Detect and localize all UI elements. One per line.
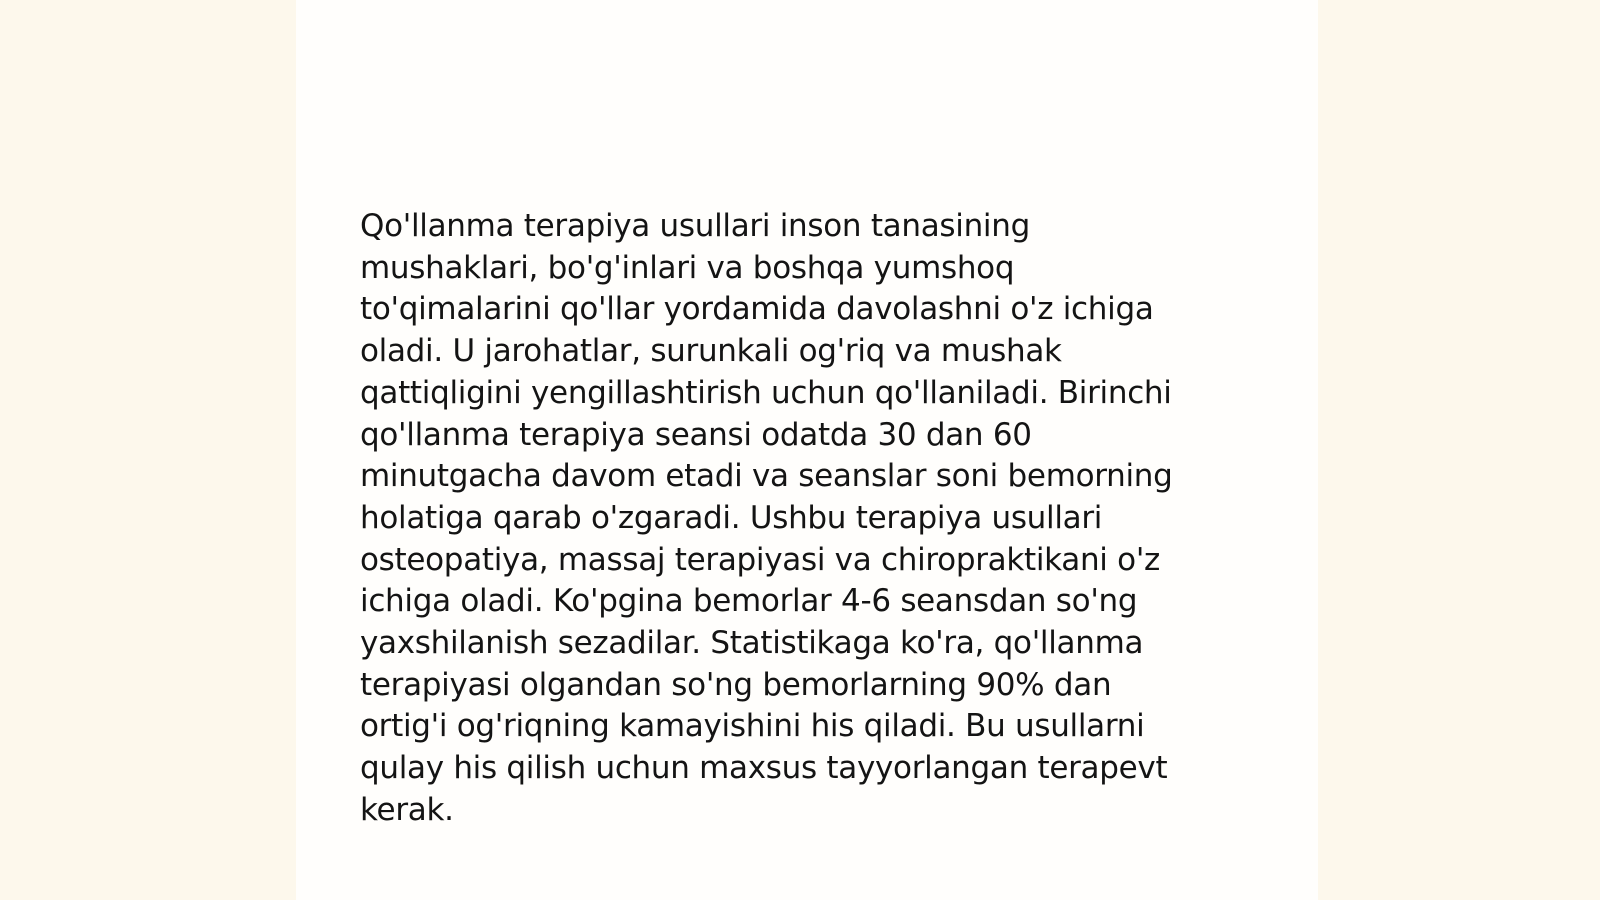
body-paragraph: Qo'llanma terapiya usullari inson tanasining mushaklari, bo'g'inlari va boshqa yumshoq to'qimalarini qo'llar yordamida davolashni o'z ichiga oladi. U jarohatlar, surunkali og'riq va mushak qattiqligini yengillashtirish uchun qo'llaniladi. Birinchi qo'llanma terapiya seansi odatda 30 dan 60 minutgacha davom etadi va seanslar soni bemorning holatiga qarab o'zgaradi. Ushbu terapiya usullari osteopatiya, massaj terapiyasi va chiropraktikani o'z ichiga oladi. Ko'pgina bemorlar 4-6 seansdan so'ng yaxshilanish sezadilar. Statistikaga ko'ra, qo'llanma terapiyasi olgandan so'ng bemorlarning 90% dan ortig'i og'riqning kamayishini his qiladi. Bu usullarni qulay his qilish uchun maxsus tayyorlangan terapevt kerak. xyxy=(360,208,1173,828)
document-page xyxy=(296,0,1318,900)
